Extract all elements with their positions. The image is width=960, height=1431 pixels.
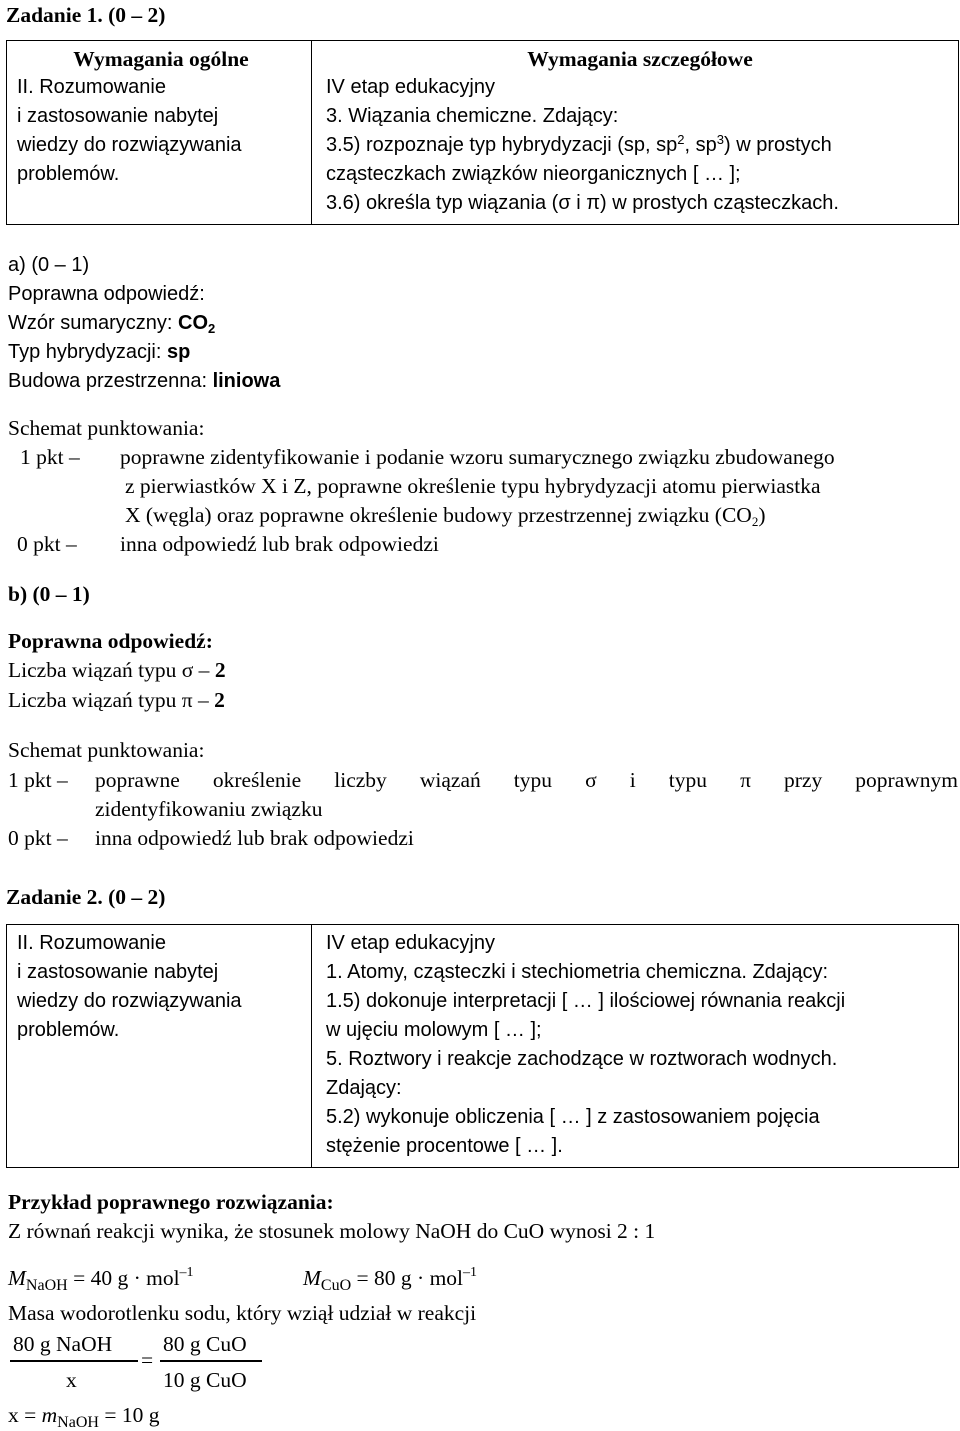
t2-specific-line-5: 5. Roztwory i reakcje zachodzące w roztworach wodnych. (326, 1048, 838, 1070)
t2-general-line-2: i zastosowanie nabytej (17, 961, 219, 983)
t2-general-line-4: problemów. (17, 1019, 120, 1041)
part-a-score-1 (8, 443, 958, 533)
part-a-formula (8, 309, 215, 337)
pi-value: 2 (214, 688, 225, 712)
m1-value: = 40 g · mol (67, 1266, 180, 1290)
specific-line-2: 3. Wiązania chemiczne. Zdający: (326, 105, 619, 127)
t2-general-line-1: II. Rozumowanie (17, 932, 166, 954)
score-1-points: 1 pkt – (20, 445, 80, 469)
t2-specific-line-8: stężenie procentowe [ … ]. (326, 1135, 563, 1157)
t2-specific-line-4: w ujęciu molowym [ … ]; (326, 1019, 542, 1041)
part-a-label: a) (0 – 1) (8, 254, 90, 276)
specific-line-4: cząsteczkach związków nieorganicznych [ … ]; (326, 163, 741, 185)
result-m: m (41, 1403, 58, 1427)
general-line-4: problemów. (17, 163, 120, 185)
structure-label: Budowa przestrzenna: (8, 370, 213, 392)
frac2-bar (160, 1360, 262, 1362)
task1-general-cell (7, 41, 312, 225)
frac1-numerator: 80 g NaOH (13, 1332, 113, 1356)
specific-line-3-sup2: 3 (716, 132, 724, 147)
task2-requirements-table (6, 924, 959, 1168)
part-a-scoring-header: Schemat punktowania: (8, 416, 205, 440)
frac2-numerator: 80 g CuO (163, 1332, 247, 1356)
specific-line-5: 3.6) określa typ wiązania (σ i π) w prostych cząsteczkach. (326, 192, 839, 214)
part-b-scoring-header: Schemat punktowania: (8, 738, 205, 762)
b-score-0-text: inna odpowiedź lub brak odpowiedzi (95, 826, 414, 850)
part-b-score-1 (8, 766, 958, 826)
b-score-1-line-2: zidentyfikowaniu związku (95, 797, 323, 821)
part-b-label: b) (0 – 1) (8, 582, 90, 606)
t2-specific-line-6: Zdający: (326, 1077, 402, 1099)
specific-line-3 (326, 131, 954, 160)
frac1-denominator: x (66, 1368, 77, 1392)
score-1-line-1: poprawne zidentyfikowanie i podanie wzoru sumarycznego związku zbudowanego (120, 445, 835, 469)
b-score-1-points: 1 pkt – (8, 768, 68, 792)
m2-exp: –1 (463, 1265, 478, 1280)
part-a-structure (8, 367, 280, 395)
part-a-hybridization (8, 338, 190, 366)
pi-label: Liczba wiązań typu π – (8, 688, 215, 712)
result-a: x = (8, 1403, 42, 1427)
result-line (8, 1401, 159, 1429)
part-b-pi (8, 686, 225, 714)
structure-value: liniowa (212, 370, 281, 392)
m1-exp: –1 (179, 1265, 194, 1280)
task2-heading: Zadanie 2. (0 – 2) (6, 885, 166, 909)
specific-line-3-a: 3.5) rozpoznaje typ hybrydyzacji (sp, sp (326, 134, 678, 156)
specific-line-3-b: , sp (684, 134, 717, 156)
result-b: = 10 g (98, 1403, 160, 1427)
mass-description: Masa wodorotlenku sodu, który wziął udział w reakcji (8, 1301, 477, 1325)
part-a-answer-header: Poprawna odpowiedź: (8, 283, 205, 305)
score-1-line-3-b: ) (758, 503, 766, 527)
general-header: Wymagania ogólne (73, 47, 249, 71)
m2-symbol: M (303, 1266, 321, 1290)
frac2-denominator: 10 g CuO (163, 1368, 247, 1392)
part-a-score-0 (8, 530, 958, 559)
task2-specific-cell (312, 925, 959, 1168)
formula-label: Wzór sumaryczny: (8, 312, 179, 334)
specific-line-3-c: ) w prostych (724, 134, 832, 156)
m2-value: = 80 g · mol (351, 1266, 464, 1290)
specific-line-3-sup1: 2 (677, 132, 685, 147)
frac1-bar (10, 1360, 138, 1362)
formula-sub: 2 (208, 321, 216, 336)
solution-header: Przykład poprawnego rozwiązania: (8, 1190, 334, 1214)
task2-general-cell (7, 925, 312, 1168)
t2-specific-line-1: IV etap edukacyjny (326, 932, 495, 954)
b-score-0-points: 0 pkt – (8, 826, 68, 850)
specific-header: Wymagania szczegółowe (527, 47, 753, 71)
part-b-answer-header: Poprawna odpowiedź: (8, 629, 213, 653)
task1-heading: Zadanie 1. (0 – 2) (6, 3, 166, 27)
score-1-line-3-a: X (węgla) oraz poprawne określenie budowy przestrzennej związku (CO (125, 503, 752, 527)
m1-sub: NaOH (25, 1277, 68, 1294)
b-score-1-line-1: poprawne określenie liczby wiązań typu σ i typu π przy poprawnym (95, 768, 958, 792)
general-line-3: wiedzy do rozwiązywania (17, 134, 242, 156)
score-0-points: 0 pkt – (17, 532, 77, 556)
general-line-1: II. Rozumowanie (17, 76, 166, 98)
task1-requirements-table (6, 40, 959, 225)
hybrid-value: sp (166, 341, 191, 363)
score-0-text: inna odpowiedź lub brak odpowiedzi (120, 532, 439, 556)
solution-ratio: Z równań reakcji wynika, że stosunek molowy NaOH do CuO wynosi 2 : 1 (8, 1219, 656, 1243)
specific-line-1: IV etap edukacyjny (326, 76, 495, 98)
part-b-score-0 (8, 824, 958, 853)
sigma-label: Liczba wiązań typu σ – (8, 658, 215, 682)
t2-general-line-3: wiedzy do rozwiązywania (17, 990, 242, 1012)
sigma-value: 2 (214, 658, 226, 682)
t2-specific-line-7: 5.2) wykonuje obliczenia [ … ] z zastosowaniem pojęcia (326, 1106, 820, 1128)
result-sub: NaOH (57, 1414, 99, 1431)
task1-specific-cell (312, 41, 959, 225)
t2-specific-line-3: 1.5) dokonuje interpretacji [ … ] ilościowej równania reakcji (326, 990, 846, 1012)
score-1-line-2: z pierwiastków X i Z, poprawne określenie typu hybrydyzacji atomu pierwiastka (125, 474, 821, 498)
hybrid-label: Typ hybrydyzacji: (8, 341, 167, 363)
m2-sub: CuO (320, 1277, 352, 1294)
equals-sign: = (141, 1348, 154, 1372)
part-b-sigma (8, 656, 226, 684)
score-1-line-3-sub: 2 (751, 514, 759, 529)
general-line-2: i zastosowanie nabytej (17, 105, 219, 127)
molar-mass-cuo (303, 1264, 477, 1292)
molar-mass-naoh (8, 1264, 194, 1292)
score-1-line-3 (125, 501, 766, 529)
m1-symbol: M (8, 1266, 26, 1290)
t2-specific-line-2: 1. Atomy, cząsteczki i stechiometria chemiczna. Zdający: (326, 961, 829, 983)
formula-value: CO (178, 312, 209, 334)
